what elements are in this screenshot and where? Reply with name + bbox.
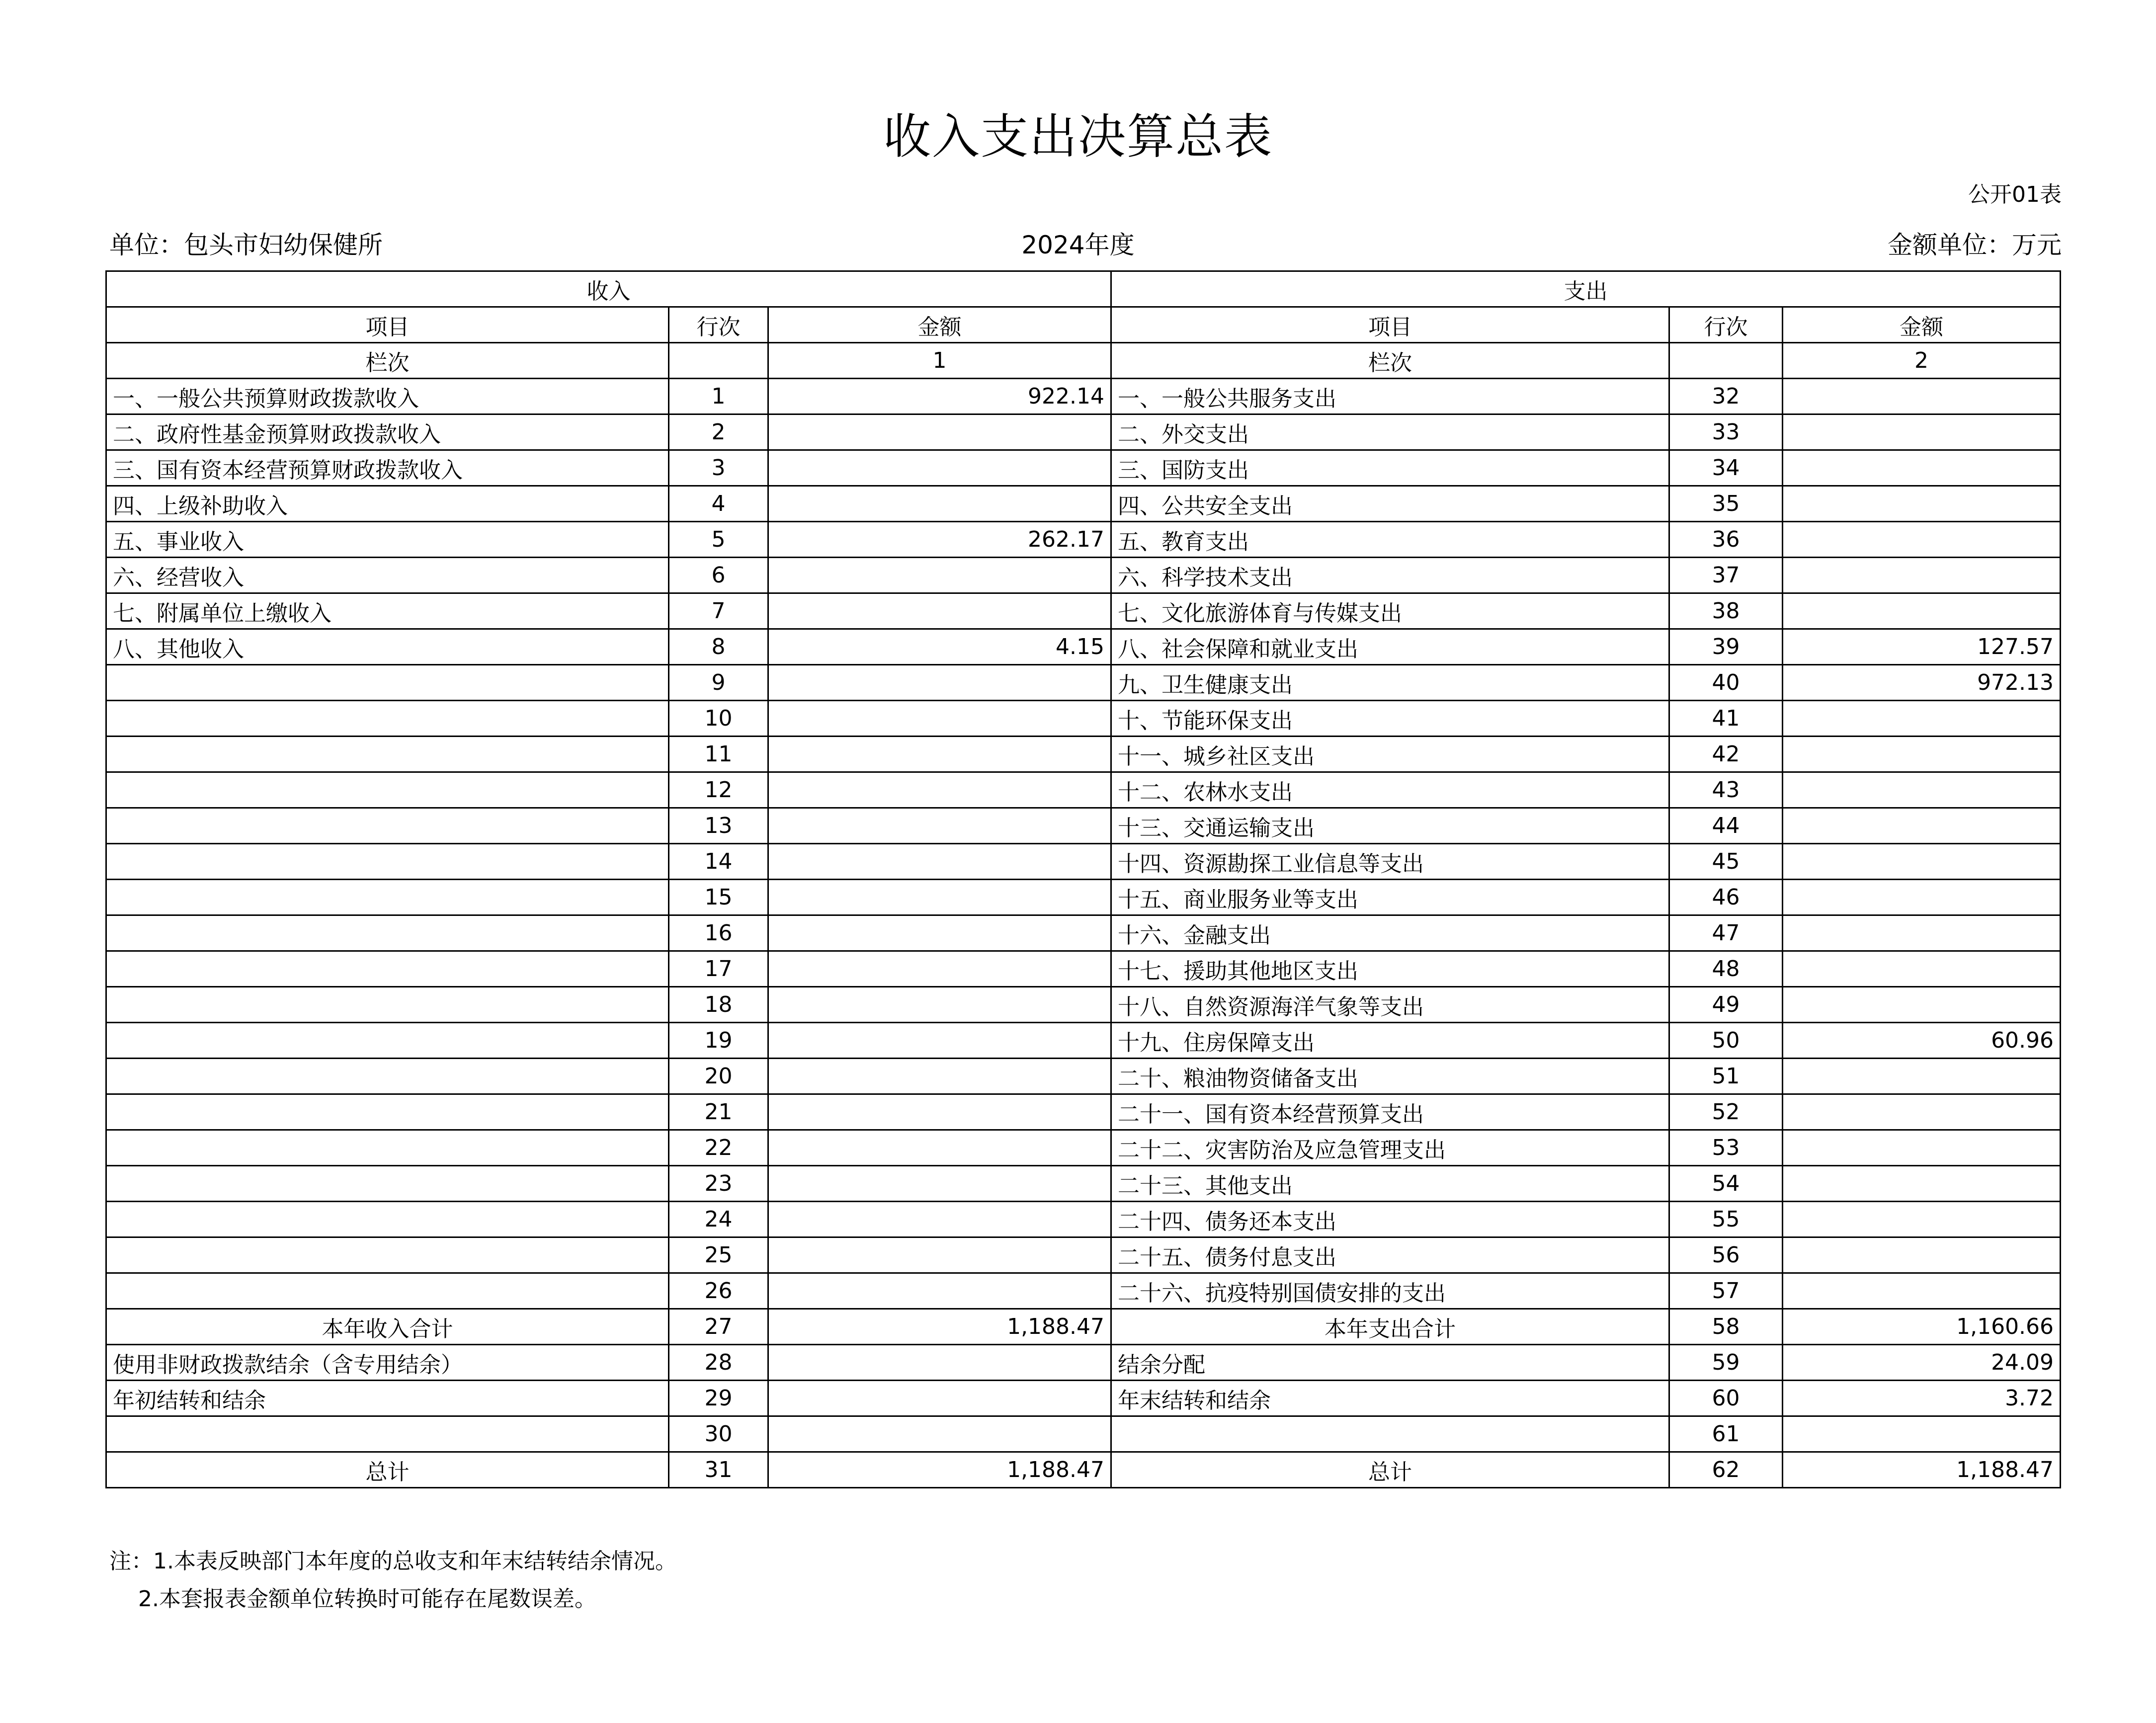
- income-amount-cell: [768, 772, 1111, 808]
- summary-row: [106, 1381, 2061, 1416]
- income-amount-cell: [768, 1381, 1111, 1416]
- income-amount-cell: [768, 951, 1111, 987]
- footnote-2: 2.本套报表金额单位转换时可能存在尾数误差。: [138, 1586, 596, 1612]
- income-row-no-cell: 3: [669, 450, 768, 486]
- table-row: [106, 844, 2061, 880]
- table-row: [106, 629, 2061, 665]
- income-amount-cell: [768, 1345, 1111, 1381]
- expense-item-cell: 十、节能环保支出: [1111, 701, 1669, 737]
- expense-row-no-cell: 50: [1669, 1023, 1783, 1059]
- expense-column-index: 2: [1783, 343, 2061, 379]
- income-column-label: 栏次: [106, 343, 669, 379]
- income-item-cell: [106, 1023, 669, 1059]
- expense-item-cell: 总计: [1111, 1452, 1669, 1488]
- table-row: [106, 701, 2061, 737]
- expense-item-cell: 年末结转和结余: [1111, 1381, 1669, 1416]
- expense-amount-cell: [1783, 558, 2061, 593]
- unit-label: 单位：包头市妇幼保健所: [109, 231, 383, 259]
- income-item-cell: [106, 1166, 669, 1202]
- income-item-cell: 本年收入合计: [106, 1309, 669, 1345]
- expense-amount-cell: [1783, 1202, 2061, 1237]
- income-item-cell: [106, 987, 669, 1023]
- expense-item-cell: 十八、自然资源海洋气象等支出: [1111, 987, 1669, 1023]
- expense-amount-cell: [1783, 701, 2061, 737]
- income-row-no-header: 行次: [669, 307, 768, 343]
- expense-column-index-empty: [1669, 343, 1783, 379]
- expense-row-no-cell: 37: [1669, 558, 1783, 593]
- income-amount-cell: [768, 844, 1111, 880]
- income-item-cell: 二、政府性基金预算财政拨款收入: [106, 414, 669, 450]
- expense-amount-cell: [1783, 880, 2061, 915]
- expense-item-cell: 二十五、债务付息支出: [1111, 1237, 1669, 1273]
- expense-item-cell: 八、社会保障和就业支出: [1111, 629, 1669, 665]
- table-row: [106, 414, 2061, 450]
- expense-item-cell: 十三、交通运输支出: [1111, 808, 1669, 844]
- table-row: [106, 1094, 2061, 1130]
- income-column-index: 1: [768, 343, 1111, 379]
- income-row-no-cell: 9: [669, 665, 768, 701]
- income-row-no-cell: 19: [669, 1023, 768, 1059]
- expense-amount-header: 金额: [1783, 307, 2061, 343]
- income-item-cell: [106, 737, 669, 772]
- expense-row-no-cell: 45: [1669, 844, 1783, 880]
- income-item-cell: 八、其他收入: [106, 629, 669, 665]
- income-amount-cell: [768, 1237, 1111, 1273]
- summary-row: [106, 1309, 2061, 1345]
- footnotes: [109, 1543, 677, 1618]
- income-item-cell: 四、上级补助收入: [106, 486, 669, 522]
- expense-item-cell: 二十六、抗疫特别国债安排的支出: [1111, 1273, 1669, 1309]
- table-row: [106, 737, 2061, 772]
- expense-row-no-cell: 47: [1669, 915, 1783, 951]
- income-row-no-cell: 15: [669, 880, 768, 915]
- income-item-cell: [106, 951, 669, 987]
- income-amount-cell: [768, 808, 1111, 844]
- income-item-cell: [106, 665, 669, 701]
- income-amount-cell: 922.14: [768, 379, 1111, 414]
- income-item-cell: 三、国有资本经营预算财政拨款收入: [106, 450, 669, 486]
- income-row-no-cell: 7: [669, 593, 768, 629]
- expense-item-cell: 三、国防支出: [1111, 450, 1669, 486]
- income-row-no-cell: 31: [669, 1452, 768, 1488]
- fiscal-year: 2024年度: [1021, 231, 1135, 259]
- expense-amount-cell: [1783, 1416, 2061, 1452]
- income-item-cell: 五、事业收入: [106, 522, 669, 558]
- income-row-no-cell: 17: [669, 951, 768, 987]
- expense-row-no-cell: 58: [1669, 1309, 1783, 1345]
- expense-item-cell: 二十、粮油物资储备支出: [1111, 1059, 1669, 1094]
- income-item-cell: [106, 915, 669, 951]
- income-row-no-cell: 4: [669, 486, 768, 522]
- expense-amount-cell: 127.57: [1783, 629, 2061, 665]
- expense-item-cell: 十五、商业服务业等支出: [1111, 880, 1669, 915]
- expense-row-no-cell: 57: [1669, 1273, 1783, 1309]
- expense-item-cell: 十六、金融支出: [1111, 915, 1669, 951]
- expense-item-cell: 十九、住房保障支出: [1111, 1023, 1669, 1059]
- table-row: [106, 486, 2061, 522]
- section-header-row: [106, 271, 2061, 307]
- income-amount-cell: 1,188.47: [768, 1309, 1111, 1345]
- expense-item-cell: 十四、资源勘探工业信息等支出: [1111, 844, 1669, 880]
- expense-row-no-cell: 59: [1669, 1345, 1783, 1381]
- expense-row-no-cell: 62: [1669, 1452, 1783, 1488]
- form-number: 公开01表: [1968, 182, 2062, 207]
- expense-amount-cell: 60.96: [1783, 1023, 2061, 1059]
- table-row: [106, 558, 2061, 593]
- expense-amount-cell: [1783, 1094, 2061, 1130]
- income-item-cell: 六、经营收入: [106, 558, 669, 593]
- table-row: [106, 1023, 2061, 1059]
- expense-row-no-cell: 61: [1669, 1416, 1783, 1452]
- table-row: [106, 379, 2061, 414]
- income-amount-cell: 1,188.47: [768, 1452, 1111, 1488]
- income-amount-cell: [768, 1130, 1111, 1166]
- income-amount-cell: [768, 665, 1111, 701]
- column-header-row: [106, 307, 2061, 343]
- expense-row-no-cell: 36: [1669, 522, 1783, 558]
- income-row-no-cell: 24: [669, 1202, 768, 1237]
- income-item-cell: 总计: [106, 1452, 669, 1488]
- income-row-no-cell: 30: [669, 1416, 768, 1452]
- income-item-cell: [106, 1273, 669, 1309]
- expense-row-no-cell: 49: [1669, 987, 1783, 1023]
- expense-item-cell: [1111, 1416, 1669, 1452]
- table-row: [106, 987, 2061, 1023]
- expense-item-cell: 二十四、债务还本支出: [1111, 1202, 1669, 1237]
- expense-item-cell: 一、一般公共服务支出: [1111, 379, 1669, 414]
- income-row-no-cell: 11: [669, 737, 768, 772]
- income-item-cell: [106, 1237, 669, 1273]
- income-amount-cell: [768, 1273, 1111, 1309]
- income-amount-cell: [768, 486, 1111, 522]
- column-index-row: [106, 343, 2061, 379]
- expense-item-cell: 十一、城乡社区支出: [1111, 737, 1669, 772]
- footnote-1: 注：1.本表反映部门本年度的总收支和年末结转结余情况。: [109, 1549, 677, 1574]
- income-row-no-cell: 28: [669, 1345, 768, 1381]
- expense-amount-cell: 972.13: [1783, 665, 2061, 701]
- income-row-no-cell: 29: [669, 1381, 768, 1416]
- income-amount-cell: [768, 1166, 1111, 1202]
- income-item-cell: [106, 1094, 669, 1130]
- expense-item-cell: 二十二、灾害防治及应急管理支出: [1111, 1130, 1669, 1166]
- income-column-index-empty: [669, 343, 768, 379]
- expense-item-cell: 二十三、其他支出: [1111, 1166, 1669, 1202]
- expense-row-no-cell: 42: [1669, 737, 1783, 772]
- expense-amount-cell: [1783, 1273, 2061, 1309]
- income-item-header: 项目: [106, 307, 669, 343]
- expense-row-no-cell: 51: [1669, 1059, 1783, 1094]
- expense-amount-cell: 24.09: [1783, 1345, 2061, 1381]
- expense-row-no-cell: 34: [1669, 450, 1783, 486]
- income-amount-cell: [768, 701, 1111, 737]
- currency-unit: 金额单位：万元: [1888, 231, 2062, 259]
- expense-amount-cell: [1783, 522, 2061, 558]
- income-row-no-cell: 5: [669, 522, 768, 558]
- income-item-cell: 七、附属单位上缴收入: [106, 593, 669, 629]
- income-amount-cell: 4.15: [768, 629, 1111, 665]
- expense-amount-cell: [1783, 414, 2061, 450]
- expense-amount-cell: [1783, 951, 2061, 987]
- expense-amount-cell: [1783, 915, 2061, 951]
- income-amount-cell: [768, 1202, 1111, 1237]
- income-item-cell: 年初结转和结余: [106, 1381, 669, 1416]
- income-expense-table: [105, 270, 2061, 1488]
- expense-row-no-cell: 38: [1669, 593, 1783, 629]
- summary-row: [106, 1345, 2061, 1381]
- expense-row-no-cell: 48: [1669, 951, 1783, 987]
- expense-amount-cell: [1783, 593, 2061, 629]
- expense-amount-cell: 1,188.47: [1783, 1452, 2061, 1488]
- expense-row-no-cell: 32: [1669, 379, 1783, 414]
- table-row: [106, 593, 2061, 629]
- table-row: [106, 522, 2061, 558]
- income-item-cell: 使用非财政拨款结余（含专用结余）: [106, 1345, 669, 1381]
- expense-item-cell: 七、文化旅游体育与传媒支出: [1111, 593, 1669, 629]
- income-row-no-cell: 27: [669, 1309, 768, 1345]
- expense-row-no-cell: 55: [1669, 1202, 1783, 1237]
- expense-row-no-cell: 35: [1669, 486, 1783, 522]
- table-row: [106, 1273, 2061, 1309]
- income-row-no-cell: 16: [669, 915, 768, 951]
- expense-row-no-cell: 53: [1669, 1130, 1783, 1166]
- income-row-no-cell: 13: [669, 808, 768, 844]
- expense-row-no-cell: 41: [1669, 701, 1783, 737]
- income-item-cell: [106, 772, 669, 808]
- table-row: [106, 1202, 2061, 1237]
- income-amount-cell: [768, 558, 1111, 593]
- income-row-no-cell: 18: [669, 987, 768, 1023]
- income-amount-cell: [768, 915, 1111, 951]
- expense-amount-cell: [1783, 772, 2061, 808]
- income-amount-cell: [768, 880, 1111, 915]
- income-item-cell: 一、一般公共预算财政拨款收入: [106, 379, 669, 414]
- income-amount-header: 金额: [768, 307, 1111, 343]
- table-row: [106, 1059, 2061, 1094]
- income-row-no-cell: 6: [669, 558, 768, 593]
- expense-amount-cell: 3.72: [1783, 1381, 2061, 1416]
- income-row-no-cell: 2: [669, 414, 768, 450]
- expense-amount-cell: [1783, 844, 2061, 880]
- expense-item-cell: 九、卫生健康支出: [1111, 665, 1669, 701]
- income-amount-cell: [768, 987, 1111, 1023]
- table-row: [106, 808, 2061, 844]
- expense-item-cell: 六、科学技术支出: [1111, 558, 1669, 593]
- income-amount-cell: [768, 1023, 1111, 1059]
- income-row-no-cell: 23: [669, 1166, 768, 1202]
- expense-row-no-cell: 52: [1669, 1094, 1783, 1130]
- income-amount-cell: [768, 450, 1111, 486]
- expense-item-cell: 二、外交支出: [1111, 414, 1669, 450]
- expense-amount-cell: [1783, 1166, 2061, 1202]
- income-item-cell: [106, 808, 669, 844]
- expense-item-header: 项目: [1111, 307, 1669, 343]
- income-row-no-cell: 1: [669, 379, 768, 414]
- income-amount-cell: [768, 1059, 1111, 1094]
- expense-amount-cell: [1783, 987, 2061, 1023]
- income-row-no-cell: 20: [669, 1059, 768, 1094]
- expense-row-no-cell: 39: [1669, 629, 1783, 665]
- expense-amount-cell: [1783, 737, 2061, 772]
- income-item-cell: [106, 1416, 669, 1452]
- income-amount-cell: [768, 414, 1111, 450]
- expense-amount-cell: [1783, 1059, 2061, 1094]
- table-row: [106, 951, 2061, 987]
- income-section-header: 收入: [106, 271, 1111, 307]
- table-row: [106, 880, 2061, 915]
- expense-row-no-cell: 54: [1669, 1166, 1783, 1202]
- expense-amount-cell: [1783, 1237, 2061, 1273]
- expense-amount-cell: 1,160.66: [1783, 1309, 2061, 1345]
- expense-column-label: 栏次: [1111, 343, 1669, 379]
- expense-row-no-cell: 60: [1669, 1381, 1783, 1416]
- expense-amount-cell: [1783, 1130, 2061, 1166]
- summary-row: [106, 1416, 2061, 1452]
- expense-row-no-cell: 44: [1669, 808, 1783, 844]
- income-amount-cell: [768, 1094, 1111, 1130]
- income-row-no-cell: 25: [669, 1237, 768, 1273]
- income-row-no-cell: 26: [669, 1273, 768, 1309]
- expense-item-cell: 二十一、国有资本经营预算支出: [1111, 1094, 1669, 1130]
- table-row: [106, 1166, 2061, 1202]
- expense-item-cell: 本年支出合计: [1111, 1309, 1669, 1345]
- expense-row-no-header: 行次: [1669, 307, 1783, 343]
- income-item-cell: [106, 844, 669, 880]
- expense-item-cell: 五、教育支出: [1111, 522, 1669, 558]
- expense-row-no-cell: 43: [1669, 772, 1783, 808]
- expense-amount-cell: [1783, 450, 2061, 486]
- table-row: [106, 1130, 2061, 1166]
- income-row-no-cell: 12: [669, 772, 768, 808]
- income-item-cell: [106, 1130, 669, 1166]
- income-amount-cell: [768, 1416, 1111, 1452]
- page-title: 收入支出决算总表: [883, 109, 1273, 164]
- income-row-no-cell: 21: [669, 1094, 768, 1130]
- expense-row-no-cell: 46: [1669, 880, 1783, 915]
- expense-item-cell: 十七、援助其他地区支出: [1111, 951, 1669, 987]
- expense-item-cell: 十二、农林水支出: [1111, 772, 1669, 808]
- table-row: [106, 1237, 2061, 1273]
- expense-row-no-cell: 40: [1669, 665, 1783, 701]
- income-item-cell: [106, 1202, 669, 1237]
- expense-amount-cell: [1783, 486, 2061, 522]
- income-amount-cell: 262.17: [768, 522, 1111, 558]
- expense-row-no-cell: 56: [1669, 1237, 1783, 1273]
- table-row: [106, 450, 2061, 486]
- income-amount-cell: [768, 593, 1111, 629]
- expense-section-header: 支出: [1111, 271, 2061, 307]
- income-item-cell: [106, 880, 669, 915]
- income-row-no-cell: 8: [669, 629, 768, 665]
- expense-amount-cell: [1783, 808, 2061, 844]
- income-amount-cell: [768, 737, 1111, 772]
- table-row: [106, 915, 2061, 951]
- table-row: [106, 665, 2061, 701]
- income-item-cell: [106, 1059, 669, 1094]
- expense-row-no-cell: 33: [1669, 414, 1783, 450]
- expense-item-cell: 结余分配: [1111, 1345, 1669, 1381]
- income-row-no-cell: 22: [669, 1130, 768, 1166]
- expense-amount-cell: [1783, 379, 2061, 414]
- income-row-no-cell: 10: [669, 701, 768, 737]
- income-row-no-cell: 14: [669, 844, 768, 880]
- income-item-cell: [106, 701, 669, 737]
- summary-row: [106, 1452, 2061, 1488]
- table-row: [106, 772, 2061, 808]
- expense-item-cell: 四、公共安全支出: [1111, 486, 1669, 522]
